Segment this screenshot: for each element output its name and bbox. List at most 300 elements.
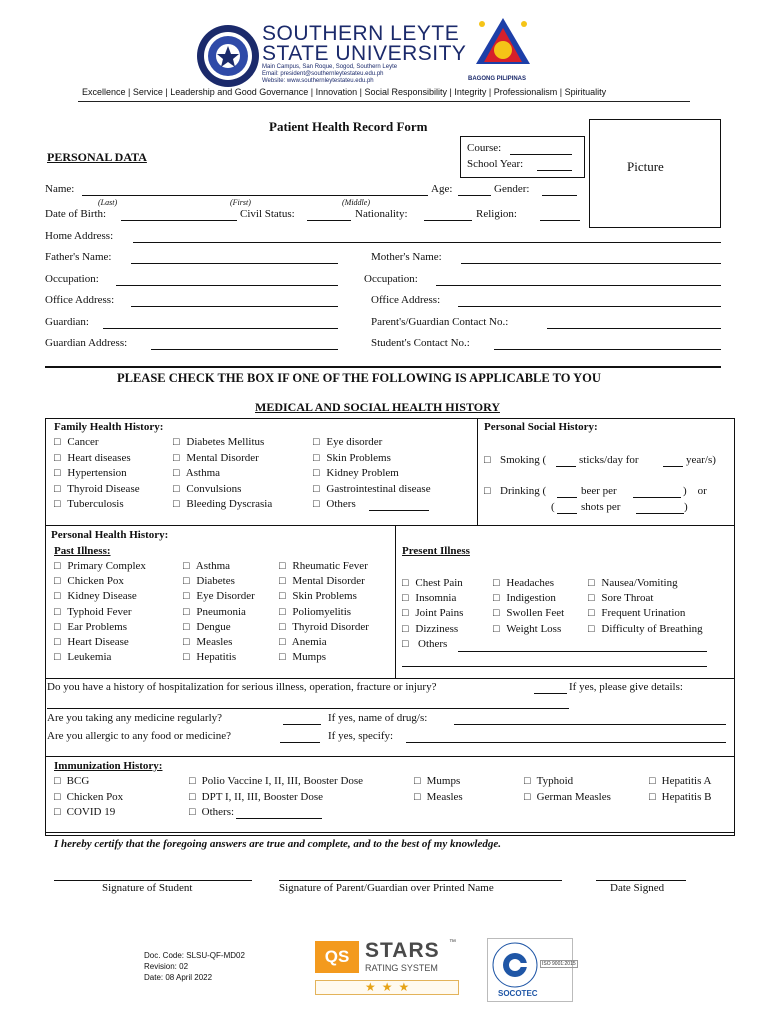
immunization-label: Typhoid [536,775,574,787]
parent-contact-field[interactable] [547,328,721,329]
civil-status-label: Civil Status: [240,208,295,220]
checkbox[interactable]: □ [279,636,286,648]
checkbox[interactable]: □ [183,636,190,648]
checklist-item[interactable] [313,483,431,495]
checkbox[interactable]: □ [493,577,500,589]
checklist-label: Chest Pain [412,577,463,589]
immunization-label: Others: [201,806,235,818]
qs-badge [315,941,359,973]
section-rule [45,366,721,368]
shots-field[interactable] [557,513,577,514]
checklist-label: Weight Loss [503,622,562,635]
checkbox[interactable]: □ [313,436,320,448]
civil-status-field[interactable] [307,220,351,221]
checkbox[interactable]: □ [414,790,421,803]
checkbox[interactable]: □ [54,790,61,803]
immunization-item[interactable] [524,791,611,803]
home-address-label: Home Address: [45,230,114,242]
checklist-label: Heart Disease [64,636,129,648]
smoking-checkbox[interactable]: □ [484,454,491,466]
mothers-name-field[interactable] [461,263,721,264]
father-occupation-label: Occupation: [45,273,99,285]
checklist-label: Pneumonia [193,605,246,618]
checkbox[interactable]: □ [402,592,409,605]
checkbox[interactable]: □ [54,636,61,648]
immunization-item[interactable] [189,791,323,803]
name-field[interactable] [82,195,428,196]
checklist-label: Others [323,498,356,510]
row-divider-4 [45,832,735,833]
checkbox[interactable]: □ [402,607,409,620]
medical-history-title: MEDICAL AND SOCIAL HEALTH HISTORY [255,400,500,414]
immunization-label: German Measles [536,790,611,803]
checkbox[interactable]: □ [313,498,320,510]
religion-label: Religion: [476,208,517,220]
checklist-label: Diabetes [193,575,235,588]
checkbox[interactable]: □ [173,436,180,448]
row-divider-2 [45,678,735,679]
immunization-item[interactable] [54,791,123,803]
checklist-label: Bleeding Dyscrasia [183,498,273,510]
shots-period-field[interactable] [636,513,684,514]
last-hint: (Last) [98,198,118,207]
checklist-item[interactable] [588,623,703,635]
checklist-label: Measles [193,636,233,648]
family-history-title: Family Health History: [54,421,164,433]
checklist-item[interactable] [54,636,129,648]
middle-hint: (Middle) [342,198,370,207]
checklist-label: Kidney Disease [64,590,137,603]
checkbox[interactable]: □ [183,590,190,603]
guardian-address-label: Guardian Address: [45,337,128,349]
immunization-label: Hepatitis B [661,790,712,803]
checkbox[interactable]: □ [183,560,190,572]
checklist-item[interactable] [279,621,369,633]
picture-label: Picture [627,159,664,174]
father-office-address-field[interactable] [131,306,338,307]
checklist-label: Primary Complex [64,560,146,572]
checkbox[interactable]: □ [54,482,61,495]
drinking-checkbox[interactable]: □ [484,485,491,497]
father-office-address-label: Office Address: [45,294,115,306]
checkbox[interactable]: □ [279,575,286,588]
iso-label: ISO 9001:2015 [542,961,576,967]
form-title: Patient Health Record Form [269,119,428,134]
checklist-item[interactable] [493,623,561,635]
checklist-label: Dengue [193,620,231,633]
checkbox[interactable]: □ [54,467,61,479]
checklist-item[interactable] [183,636,232,648]
checklist-label: Poliomyelitis [289,605,352,618]
drinking-or: ) or [683,485,707,497]
checkbox[interactable]: □ [189,806,196,818]
dob-field[interactable] [121,220,237,221]
checkbox[interactable]: □ [54,775,61,787]
checklist-item[interactable] [313,452,391,464]
guardian-address-field[interactable] [151,349,338,350]
checkbox[interactable]: □ [493,622,500,635]
checklist-label: Dizziness [412,622,459,635]
checkbox[interactable]: □ [189,790,196,803]
university-name-line2: STATE UNIVERSITY [262,42,467,65]
checkbox[interactable]: □ [173,467,180,479]
socotec-seal-icon [491,941,539,989]
core-values: Excellence | Service | Leadership and Good Governance | Innovation | Social Responsibility | Integrity | Professionalism | Spirituality [82,87,607,97]
checklist-label: Skin Problems [323,451,391,464]
checkbox[interactable]: □ [173,498,180,510]
allergy-question: Are you allergic to any food or medicine? [47,730,231,742]
immunization-item[interactable] [189,775,363,787]
checklist-label: Swollen Feet [503,607,565,620]
allergy-details-label: If yes, specify: [328,730,394,742]
socotec-logo [487,938,576,1002]
checklist-label: Cancer [64,436,99,448]
immunization-label: Hepatitis A [661,775,712,787]
first-hint: (First) [230,198,251,207]
present-others-field-2[interactable] [402,666,707,667]
checklist-item[interactable] [313,498,356,510]
mother-occupation-field[interactable] [436,285,721,286]
checkbox[interactable]: □ [279,590,286,603]
checklist-item[interactable] [402,607,463,619]
checkbox[interactable]: □ [588,622,595,635]
fathers-name-field[interactable] [131,263,338,264]
immunization-label: Chicken Pox [66,790,124,803]
checklist-label: Heart diseases [64,451,131,464]
checklist-item[interactable] [183,651,236,663]
immunization-item[interactable] [649,775,711,787]
checkbox[interactable]: □ [183,651,190,664]
checkbox[interactable]: □ [649,775,656,787]
course-field[interactable] [510,154,572,155]
checkbox[interactable]: □ [524,775,531,787]
shots-open: ( [551,501,555,513]
smoking-end: year/s) [686,454,716,466]
immunization-item[interactable] [524,775,573,787]
hospitalization-details-field[interactable] [47,708,569,709]
parent-contact-label: Parent's/Guardian Contact No.: [371,316,509,328]
shots-close: ) [684,501,688,513]
doc-code: Doc. Code: SLSU-QF-MD02 [144,951,245,960]
checkbox[interactable]: □ [493,592,500,605]
checklist-item[interactable] [402,592,456,604]
checklist-item[interactable] [493,577,554,589]
qs-label: QS [324,947,350,966]
immunization-label: Mumps [426,775,461,787]
checklist-label: Thyroid Disorder [289,620,369,633]
immunization-title: Immunization History: [54,760,163,772]
checkbox[interactable]: □ [173,451,180,464]
checklist-label: Insomnia [412,592,457,605]
checklist-label: Leukemia [64,651,112,664]
allergy-details-field[interactable] [406,742,726,743]
checkbox[interactable]: □ [588,592,595,605]
checklist-item[interactable] [183,575,235,587]
drinking-unit: beer per [581,485,617,497]
star-icons: ★ ★ ★ [365,980,410,994]
present-others-checkbox[interactable]: □ [402,638,409,650]
col-divider-social [477,418,478,525]
personal-data-heading: PERSONAL DATA [47,150,147,164]
checklist-item[interactable] [183,590,255,602]
checkbox[interactable]: □ [313,451,320,464]
nationality-field[interactable] [424,220,472,221]
guardian-label: Guardian: [45,316,89,328]
immunization-label: COVID 19 [66,806,116,818]
immunization-others-field[interactable] [236,818,322,819]
checklist-item[interactable] [183,606,246,618]
university-name-line1: SOUTHERN LEYTE [262,22,460,45]
checklist-item[interactable] [54,483,140,495]
checklist-label: Difficulty of Breathing [598,622,703,635]
immunization-label: Polio Vaccine I, II, III, Booster Dose [201,775,364,787]
checkbox[interactable]: □ [279,620,286,633]
name-label: Name: [45,183,75,195]
qs-stars-logo [313,939,459,997]
immunization-item[interactable] [54,775,89,787]
socotec-label: SOCOTEC [498,989,538,998]
checkbox[interactable]: □ [54,575,61,588]
checkbox[interactable]: □ [524,790,531,803]
medicine-details-field[interactable] [454,724,726,725]
immunization-rows [54,775,734,825]
checklist-item[interactable] [402,577,463,589]
checklist-item[interactable] [313,467,399,479]
checklist-item[interactable] [279,575,365,587]
medicine-question: Are you taking any medicine regularly? [47,712,223,724]
row-divider-3 [45,756,735,757]
student-signature-label: Signature of Student [102,882,193,894]
present-illness-title: Present Illness [402,545,470,557]
immunization-item[interactable] [54,806,115,818]
checklist-label: Typhoid Fever [64,605,132,618]
checklist-label: Headaches [503,577,555,589]
checklist-item[interactable] [173,452,259,464]
checklist-item[interactable] [54,621,127,633]
checklist-label: Hypertension [64,467,127,479]
address-line3: Website: www.southernleytestateu.edu.ph [262,78,374,84]
parent-signature-line[interactable] [279,880,562,881]
checkbox[interactable]: □ [189,775,196,787]
home-address-field[interactable] [133,242,721,243]
bagong-pilipinas-label: BAGONG PILIPINAS [468,76,527,82]
checklist-item[interactable] [183,560,230,572]
guardian-field[interactable] [103,328,338,329]
checklist-label: Tuberculosis [64,498,124,510]
checklist-item[interactable] [279,651,326,663]
checkbox[interactable]: □ [279,605,286,618]
bagong-pilipinas-logo [468,14,538,76]
checkbox[interactable]: □ [54,605,61,618]
checklist-label: Nausea/Vomiting [598,577,678,589]
checklist-item[interactable] [279,590,357,602]
fathers-name-label: Father's Name: [45,251,112,263]
shots-unit: shots per [581,501,621,513]
checkbox[interactable]: □ [54,498,61,510]
mothers-name-label: Mother's Name: [371,251,442,263]
hospitalization-details-label: If yes, please give details: [569,681,683,693]
checklist-item[interactable] [183,621,231,633]
address-line1: Main Campus, San Roque, Sogod, Southern Leyte [262,64,398,70]
checkbox[interactable]: □ [588,607,595,620]
checklist-label: Mumps [289,651,327,664]
smoking-sticks-field[interactable] [556,466,576,467]
checklist-label: Thyroid Disease [64,482,140,495]
age-label: Age: [431,183,453,195]
checklist-item[interactable] [279,560,368,572]
checkbox[interactable]: □ [183,605,190,618]
checkbox[interactable]: □ [402,577,409,589]
checklist-item[interactable] [54,560,146,572]
checklist-item[interactable] [54,436,99,448]
smoking-label: Smoking ( [500,454,547,466]
checklist-item[interactable] [173,483,241,495]
checkbox[interactable]: □ [649,790,656,803]
checkbox[interactable]: □ [493,607,500,620]
checklist-label: Ear Problems [64,620,127,633]
father-occupation-field[interactable] [116,285,338,286]
immunization-label: Measles [426,790,463,803]
checklist-label: Anemia [289,636,327,648]
stars-label: STARS [365,939,440,962]
checklist-item[interactable] [173,467,220,479]
university-seal [196,24,260,88]
checklist-item[interactable] [493,607,564,619]
checkbox[interactable]: □ [54,560,61,572]
rating-system-label: RATING SYSTEM [365,963,438,973]
checklist-item[interactable] [54,575,124,587]
checklist-label: Asthma [193,560,231,572]
age-field[interactable] [458,195,491,196]
parent-signature-label: Signature of Parent/Guardian over Printed Name [279,882,494,894]
drinking-period-field[interactable] [633,497,681,498]
immunization-item[interactable] [189,806,234,818]
personal-history-title: Personal Health History: [51,529,169,541]
hospitalization-question: Do you have a history of hospitalization for serious illness, operation, fracture or injury? [47,681,437,693]
allergy-answer-field[interactable] [280,742,320,743]
checklist-label: Gastrointestinal disease [323,482,431,495]
immunization-item[interactable] [414,791,463,803]
student-signature-line[interactable] [54,880,252,881]
gender-field[interactable] [542,195,577,196]
certification-statement: I hereby certify that the foregoing answers are true and complete, and to the best of my knowledge. [54,838,502,850]
immunization-item[interactable] [649,791,711,803]
trademark: ™ [449,939,456,946]
date-signed-label: Date Signed [610,882,665,894]
checklist-label: Indigestion [503,592,556,605]
immunization-label: DPT I, II, III, Booster Dose [201,790,324,803]
present-others-label: Others [418,638,448,650]
checkbox[interactable]: □ [173,482,180,495]
doc-date: Date: 08 April 2022 [144,973,213,982]
checkbox[interactable]: □ [54,590,61,603]
checkbox[interactable]: □ [279,651,286,664]
checklist-label: Convulsions [183,482,242,495]
school-year-field[interactable] [537,170,572,171]
date-signed-line[interactable] [596,880,686,881]
drinking-beer-field[interactable] [557,497,577,498]
checklist-label: Eye Disorder [193,590,255,603]
school-year-label: School Year: [467,158,524,170]
mother-office-address-field[interactable] [458,306,721,307]
hospitalization-answer-field[interactable] [534,693,567,694]
gender-label: Gender: [494,183,530,195]
checklist-item[interactable] [313,436,382,448]
checklist-item[interactable] [588,592,653,604]
checklist-label: Mental Disorder [289,575,365,588]
checkbox[interactable]: □ [313,467,320,479]
religion-field[interactable] [540,220,580,221]
checklist-item[interactable] [588,577,678,589]
drinking-label: Drinking ( [500,485,547,497]
checklist-label: Hepatitis [193,651,237,664]
checkbox[interactable]: □ [183,575,190,588]
checklist-item[interactable] [279,636,327,648]
checkbox[interactable]: □ [414,775,421,787]
checklist-item[interactable] [493,592,556,604]
checklist-label: Skin Problems [289,590,357,603]
checklist-item[interactable] [402,623,458,635]
checkbox[interactable]: □ [54,651,61,664]
student-contact-label: Student's Contact No.: [371,337,470,349]
checklist-item[interactable] [54,498,124,510]
smoking-unit: sticks/day for [579,454,639,466]
mother-occupation-label: Occupation: [364,273,418,285]
checklist-item[interactable] [54,606,132,618]
immunization-label: BCG [66,775,90,787]
family-others-field[interactable] [369,510,429,511]
checkbox[interactable]: □ [54,620,61,633]
medicine-details-label: If yes, name of drug/s: [328,712,428,724]
revision: Revision: 02 [144,962,189,971]
col-divider-present [395,525,396,678]
checklist-label: Sore Throat [598,592,654,605]
checklist-item[interactable] [54,590,137,602]
immunization-item[interactable] [414,775,460,787]
checklist-item[interactable] [54,651,111,663]
checklist-label: Chicken Pox [64,575,124,588]
checklist-item[interactable] [279,606,351,618]
past-illness-title: Past Illness: [54,545,111,557]
checklist-item[interactable] [173,436,264,448]
checklist-label: Kidney Problem [323,467,399,479]
checkbox[interactable]: □ [183,620,190,633]
checklist-label: Eye disorder [323,436,383,448]
checklist-item[interactable] [54,467,127,479]
checkbox[interactable]: □ [54,806,61,818]
checklist-item[interactable] [588,607,685,619]
checkbox[interactable]: □ [588,577,595,589]
checklist-item[interactable] [54,452,131,464]
checkbox[interactable]: □ [54,436,61,448]
checklist-item[interactable] [173,498,272,510]
smoking-years-field[interactable] [663,466,683,467]
checklist-label: Mental Disorder [183,451,259,464]
checkbox[interactable]: □ [313,482,320,495]
checkbox[interactable]: □ [54,451,61,464]
course-label: Course: [467,142,502,154]
row-divider-1 [45,525,735,526]
checklist-label: Rheumatic Fever [289,560,368,572]
checklist-label: Asthma [183,467,221,479]
medicine-answer-field[interactable] [283,724,321,725]
checkbox[interactable]: □ [279,560,286,572]
checklist-label: Frequent Urination [598,607,686,620]
checkbox[interactable]: □ [402,622,409,635]
mother-office-address-label: Office Address: [371,294,441,306]
present-others-field-1[interactable] [458,651,707,652]
student-contact-field[interactable] [494,349,721,350]
